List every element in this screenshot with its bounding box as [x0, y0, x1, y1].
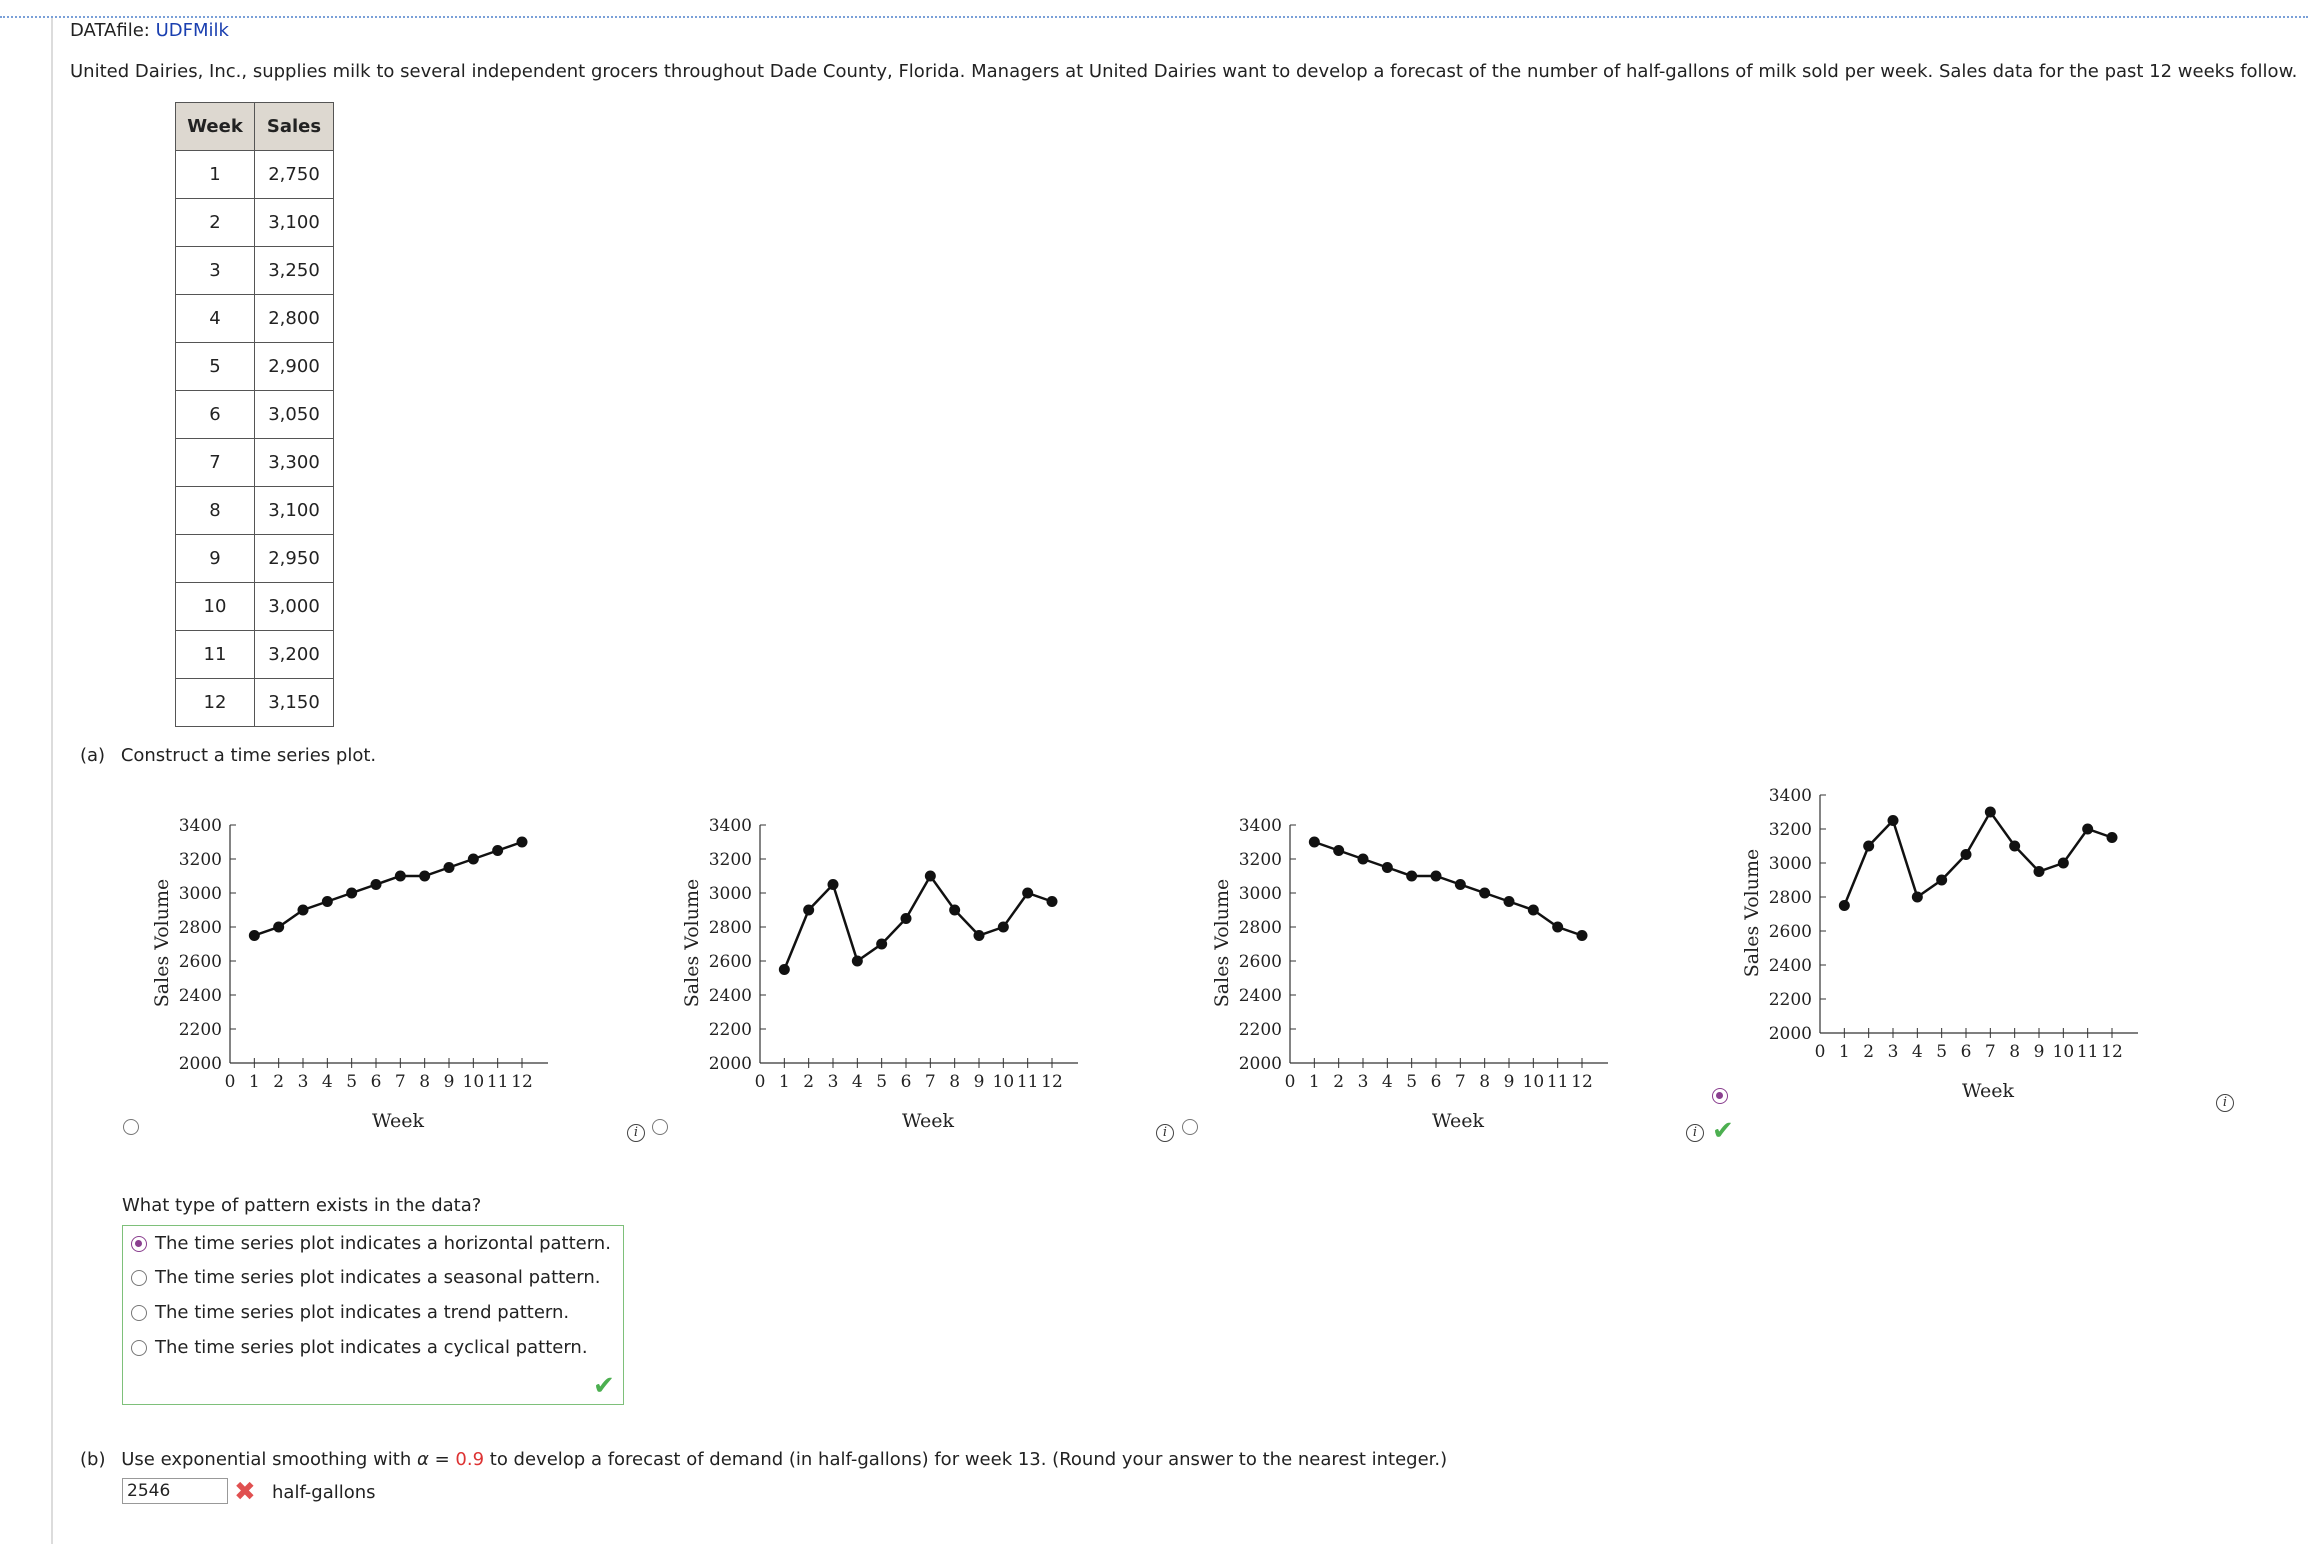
- data-point: [828, 879, 839, 890]
- x-tick-label: 6: [1960, 1042, 1972, 1062]
- table-header-sales: Sales: [255, 103, 334, 151]
- week-cell: 4: [176, 295, 255, 343]
- sales-cell: 3,150: [255, 679, 334, 727]
- data-point: [1022, 888, 1033, 899]
- y-tick-label: 3200: [708, 850, 752, 870]
- y-tick-label: 3400: [1238, 816, 1282, 836]
- table-row: [176, 583, 334, 631]
- data-point: [974, 930, 985, 941]
- data-point: [1985, 807, 1996, 818]
- y-axis-label: Sales Volume: [681, 878, 703, 1008]
- x-tick-label: 3: [297, 1072, 309, 1092]
- x-tick-label: 5: [876, 1072, 888, 1092]
- y-tick-label: 2200: [1238, 1020, 1282, 1040]
- x-tick-label: 4: [851, 1072, 863, 1092]
- data-point: [444, 862, 455, 873]
- data-point: [803, 905, 814, 916]
- pattern-option-cyclical[interactable]: [131, 1337, 588, 1358]
- data-point: [1936, 875, 1947, 886]
- x-axis-label: Week: [1432, 1110, 1484, 1132]
- radio-button[interactable]: [131, 1305, 147, 1321]
- x-tick-label: 10: [462, 1072, 485, 1092]
- y-tick-label: 2000: [1768, 1024, 1812, 1044]
- data-point: [395, 871, 406, 882]
- data-point: [1863, 841, 1874, 852]
- x-tick-label: 8: [2009, 1042, 2021, 1062]
- data-point: [1333, 845, 1344, 856]
- y-tick-label: 2600: [708, 952, 752, 972]
- x-axis-label: Week: [902, 1110, 954, 1132]
- y-axis-label: Sales Volume: [1741, 848, 1763, 978]
- data-point: [2058, 858, 2069, 869]
- x-tick-label: 0: [754, 1072, 766, 1092]
- x-tick-label: 6: [1430, 1072, 1442, 1092]
- y-tick-label: 3000: [178, 884, 222, 904]
- week-cell: 6: [176, 391, 255, 439]
- table-header-week: Week: [176, 103, 255, 151]
- time-series-chart-4: [1720, 750, 2240, 1120]
- table-row: [176, 439, 334, 487]
- x-tick-label: 10: [2052, 1042, 2075, 1062]
- y-tick-label: 3200: [1238, 850, 1282, 870]
- data-point: [1047, 896, 1058, 907]
- y-tick-label: 2400: [1768, 956, 1812, 976]
- data-point: [998, 922, 1009, 933]
- top-dotted-rule: [0, 16, 2308, 18]
- data-point: [468, 854, 479, 865]
- x-tick-label: 7: [1454, 1072, 1466, 1092]
- data-point: [273, 922, 284, 933]
- datafile-line: [70, 20, 229, 41]
- x-tick-label: 9: [2033, 1042, 2045, 1062]
- x-tick-label: 11: [486, 1072, 509, 1092]
- x-tick-label: 4: [321, 1072, 333, 1092]
- data-point: [1912, 892, 1923, 903]
- sales-cell: 2,750: [255, 151, 334, 199]
- part-b-label: (b): [80, 1449, 106, 1470]
- x-tick-label: 1: [248, 1072, 260, 1092]
- data-point: [419, 871, 430, 882]
- data-point: [1455, 879, 1466, 890]
- sales-cell: 2,950: [255, 535, 334, 583]
- data-point: [2034, 866, 2045, 877]
- part-a-label: (a): [80, 745, 106, 766]
- data-point: [901, 913, 912, 924]
- x-tick-label: 5: [1406, 1072, 1418, 1092]
- y-axis-label: Sales Volume: [1211, 878, 1233, 1008]
- y-tick-label: 3200: [1768, 820, 1812, 840]
- x-tick-label: 2: [803, 1072, 815, 1092]
- x-tick-label: 7: [924, 1072, 936, 1092]
- y-tick-label: 2200: [708, 1020, 752, 1040]
- table-row: [176, 631, 334, 679]
- x-tick-label: 2: [1863, 1042, 1875, 1062]
- series-line: [254, 842, 522, 936]
- x-tick-label: 0: [224, 1072, 236, 1092]
- x-tick-label: 0: [1814, 1042, 1826, 1062]
- x-tick-label: 1: [1308, 1072, 1320, 1092]
- table-row: [176, 343, 334, 391]
- x-tick-label: 3: [1887, 1042, 1899, 1062]
- data-point: [2107, 832, 2118, 843]
- y-tick-label: 3400: [1768, 786, 1812, 806]
- y-tick-label: 2000: [708, 1054, 752, 1074]
- pattern-option-trend[interactable]: [131, 1302, 569, 1323]
- data-point: [322, 896, 333, 907]
- data-point: [949, 905, 960, 916]
- sales-table: [175, 102, 334, 727]
- week-cell: 10: [176, 583, 255, 631]
- x-tick-label: 11: [2076, 1042, 2099, 1062]
- x-axis-label: Week: [1962, 1080, 2014, 1102]
- data-point: [1358, 854, 1369, 865]
- x-tick-label: 5: [346, 1072, 358, 1092]
- y-tick-label: 2400: [178, 986, 222, 1006]
- x-tick-label: 0: [1284, 1072, 1296, 1092]
- week-cell: 7: [176, 439, 255, 487]
- week-cell: 12: [176, 679, 255, 727]
- part-b-text-after: to develop a forecast of demand (in half-gallons) for week 13. (Round your answer to the nearest integer.): [484, 1449, 1448, 1470]
- option-label: The time series plot indicates a horizontal pattern.: [155, 1233, 611, 1254]
- y-tick-label: 2800: [708, 918, 752, 938]
- data-point: [298, 905, 309, 916]
- table-row: [176, 535, 334, 583]
- table-row: [176, 247, 334, 295]
- y-axis-label: Sales Volume: [151, 878, 173, 1008]
- data-point: [1504, 896, 1515, 907]
- data-point: [249, 930, 260, 941]
- x-tick-label: 7: [394, 1072, 406, 1092]
- data-point: [779, 964, 790, 975]
- data-point: [2082, 824, 2093, 835]
- wrong-cross-icon: ✖: [234, 1477, 256, 1507]
- table-row: [176, 391, 334, 439]
- x-tick-label: 11: [1016, 1072, 1039, 1092]
- week-cell: 5: [176, 343, 255, 391]
- week-cell: 11: [176, 631, 255, 679]
- y-tick-label: 3000: [708, 884, 752, 904]
- x-tick-label: 5: [1936, 1042, 1948, 1062]
- data-point: [371, 879, 382, 890]
- data-point: [517, 837, 528, 848]
- x-tick-label: 1: [778, 1072, 790, 1092]
- x-tick-label: 12: [2101, 1042, 2123, 1062]
- option-label: The time series plot indicates a cyclical pattern.: [155, 1337, 588, 1358]
- sales-cell: 3,000: [255, 583, 334, 631]
- option-label: The time series plot indicates a trend pattern.: [155, 1302, 570, 1323]
- data-point: [876, 939, 887, 950]
- data-point: [1431, 871, 1442, 882]
- datafile-link[interactable]: UDFMilk: [155, 20, 229, 41]
- x-tick-label: 7: [1984, 1042, 1996, 1062]
- series-line: [1844, 812, 2112, 906]
- chart-option-radio-3[interactable]: [1182, 1119, 1198, 1135]
- x-tick-label: 3: [827, 1072, 839, 1092]
- x-tick-label: 4: [1381, 1072, 1393, 1092]
- time-series-chart-3: [1190, 780, 1710, 1150]
- pattern-answer-box: [122, 1225, 624, 1405]
- forecast-answer-input[interactable]: [122, 1478, 228, 1504]
- series-line: [784, 876, 1052, 970]
- x-tick-label: 2: [273, 1072, 285, 1092]
- chart-option-radio-1[interactable]: [123, 1119, 139, 1135]
- week-cell: 9: [176, 535, 255, 583]
- radio-button[interactable]: [131, 1236, 147, 1252]
- y-tick-label: 3000: [1238, 884, 1282, 904]
- data-point: [1309, 837, 1320, 848]
- x-tick-label: 12: [1571, 1072, 1593, 1092]
- part-a-question: [80, 745, 376, 766]
- table-row: [176, 295, 334, 343]
- week-cell: 1: [176, 151, 255, 199]
- table-row: [176, 199, 334, 247]
- x-tick-label: 3: [1357, 1072, 1369, 1092]
- sales-cell: 3,100: [255, 487, 334, 535]
- table-row: [176, 151, 334, 199]
- x-tick-label: 2: [1333, 1072, 1345, 1092]
- x-tick-label: 6: [370, 1072, 382, 1092]
- sales-cell: 3,200: [255, 631, 334, 679]
- data-point: [1406, 871, 1417, 882]
- equals-sign: =: [428, 1449, 456, 1470]
- week-cell: 3: [176, 247, 255, 295]
- sales-cell: 2,900: [255, 343, 334, 391]
- y-tick-label: 2200: [178, 1020, 222, 1040]
- data-point: [1382, 862, 1393, 873]
- correct-check-icon: ✔: [593, 1371, 615, 1401]
- problem-intro: United Dairies, Inc., supplies milk to several independent grocers throughout Dade County, Florida. Managers at United Dairies want to develop a forecast of the number of half-gallons of milk sold per week. Sales data for the past 12 weeks follow.: [70, 61, 2298, 82]
- x-tick-label: 12: [511, 1072, 533, 1092]
- part-a-text: Construct a time series plot.: [120, 745, 377, 766]
- sales-cell: 3,300: [255, 439, 334, 487]
- pattern-option-seasonal[interactable]: [131, 1267, 600, 1288]
- data-point: [1888, 815, 1899, 826]
- answer-unit: half-gallons: [272, 1482, 376, 1503]
- data-point: [1528, 905, 1539, 916]
- y-tick-label: 2400: [1238, 986, 1282, 1006]
- y-tick-label: 3000: [1768, 854, 1812, 874]
- x-tick-label: 6: [900, 1072, 912, 1092]
- series-line: [1314, 842, 1582, 936]
- alpha-symbol: α: [417, 1449, 429, 1470]
- datafile-label: DATAfile:: [70, 20, 150, 41]
- week-cell: 8: [176, 487, 255, 535]
- chart-option-radio-4[interactable]: [1712, 1088, 1728, 1104]
- x-tick-label: 9: [1503, 1072, 1515, 1092]
- data-point: [2009, 841, 2020, 852]
- y-tick-label: 2400: [708, 986, 752, 1006]
- alpha-value: 0.9: [455, 1449, 485, 1470]
- part-b-text-before: Use exponential smoothing with: [121, 1449, 417, 1470]
- y-tick-label: 2800: [1768, 888, 1812, 908]
- sales-cell: 3,250: [255, 247, 334, 295]
- x-tick-label: 9: [443, 1072, 455, 1092]
- x-tick-label: 8: [1479, 1072, 1491, 1092]
- y-tick-label: 3400: [708, 816, 752, 836]
- data-point: [1839, 900, 1850, 911]
- radio-button[interactable]: [131, 1270, 147, 1286]
- data-point: [492, 845, 503, 856]
- y-tick-label: 2200: [1768, 990, 1812, 1010]
- data-point: [1552, 922, 1563, 933]
- radio-button[interactable]: [131, 1340, 147, 1356]
- y-tick-label: 2800: [1238, 918, 1282, 938]
- table-row: [176, 487, 334, 535]
- sales-cell: 3,100: [255, 199, 334, 247]
- y-tick-label: 2600: [1238, 952, 1282, 972]
- x-tick-label: 1: [1838, 1042, 1850, 1062]
- y-tick-label: 3200: [178, 850, 222, 870]
- chart-option-radio-2[interactable]: [652, 1119, 668, 1135]
- option-label: The time series plot indicates a seasonal pattern.: [155, 1267, 601, 1288]
- y-tick-label: 2800: [178, 918, 222, 938]
- table-row: [176, 679, 334, 727]
- y-tick-label: 2000: [178, 1054, 222, 1074]
- week-cell: 2: [176, 199, 255, 247]
- info-icon[interactable]: i: [627, 1124, 645, 1142]
- data-point: [925, 871, 936, 882]
- y-tick-label: 2000: [1238, 1054, 1282, 1074]
- data-point: [1961, 849, 1972, 860]
- y-tick-label: 2600: [1768, 922, 1812, 942]
- sales-cell: 3,050: [255, 391, 334, 439]
- data-point: [852, 956, 863, 967]
- x-tick-label: 10: [992, 1072, 1015, 1092]
- info-icon[interactable]: i: [2216, 1094, 2234, 1112]
- correct-check-icon: ✔: [1712, 1116, 1734, 1146]
- data-point: [346, 888, 357, 899]
- pattern-question: What type of pattern exists in the data?: [122, 1195, 482, 1216]
- x-tick-label: 11: [1546, 1072, 1569, 1092]
- y-tick-label: 2600: [178, 952, 222, 972]
- time-series-chart-2: [660, 780, 1180, 1150]
- x-tick-label: 8: [949, 1072, 961, 1092]
- y-tick-label: 3400: [178, 816, 222, 836]
- data-point: [1479, 888, 1490, 899]
- x-tick-label: 4: [1911, 1042, 1923, 1062]
- data-point: [1577, 930, 1588, 941]
- info-icon[interactable]: i: [1686, 1124, 1704, 1142]
- pattern-option-horizontal[interactable]: [131, 1233, 611, 1254]
- x-tick-label: 12: [1041, 1072, 1063, 1092]
- part-b-question: [80, 1449, 1447, 1470]
- info-icon[interactable]: i: [1156, 1124, 1174, 1142]
- x-tick-label: 10: [1522, 1072, 1545, 1092]
- x-tick-label: 9: [973, 1072, 985, 1092]
- x-tick-label: 8: [419, 1072, 431, 1092]
- sales-cell: 2,800: [255, 295, 334, 343]
- time-series-chart-1: [130, 780, 650, 1150]
- left-rule: [51, 18, 53, 1544]
- x-axis-label: Week: [372, 1110, 424, 1132]
